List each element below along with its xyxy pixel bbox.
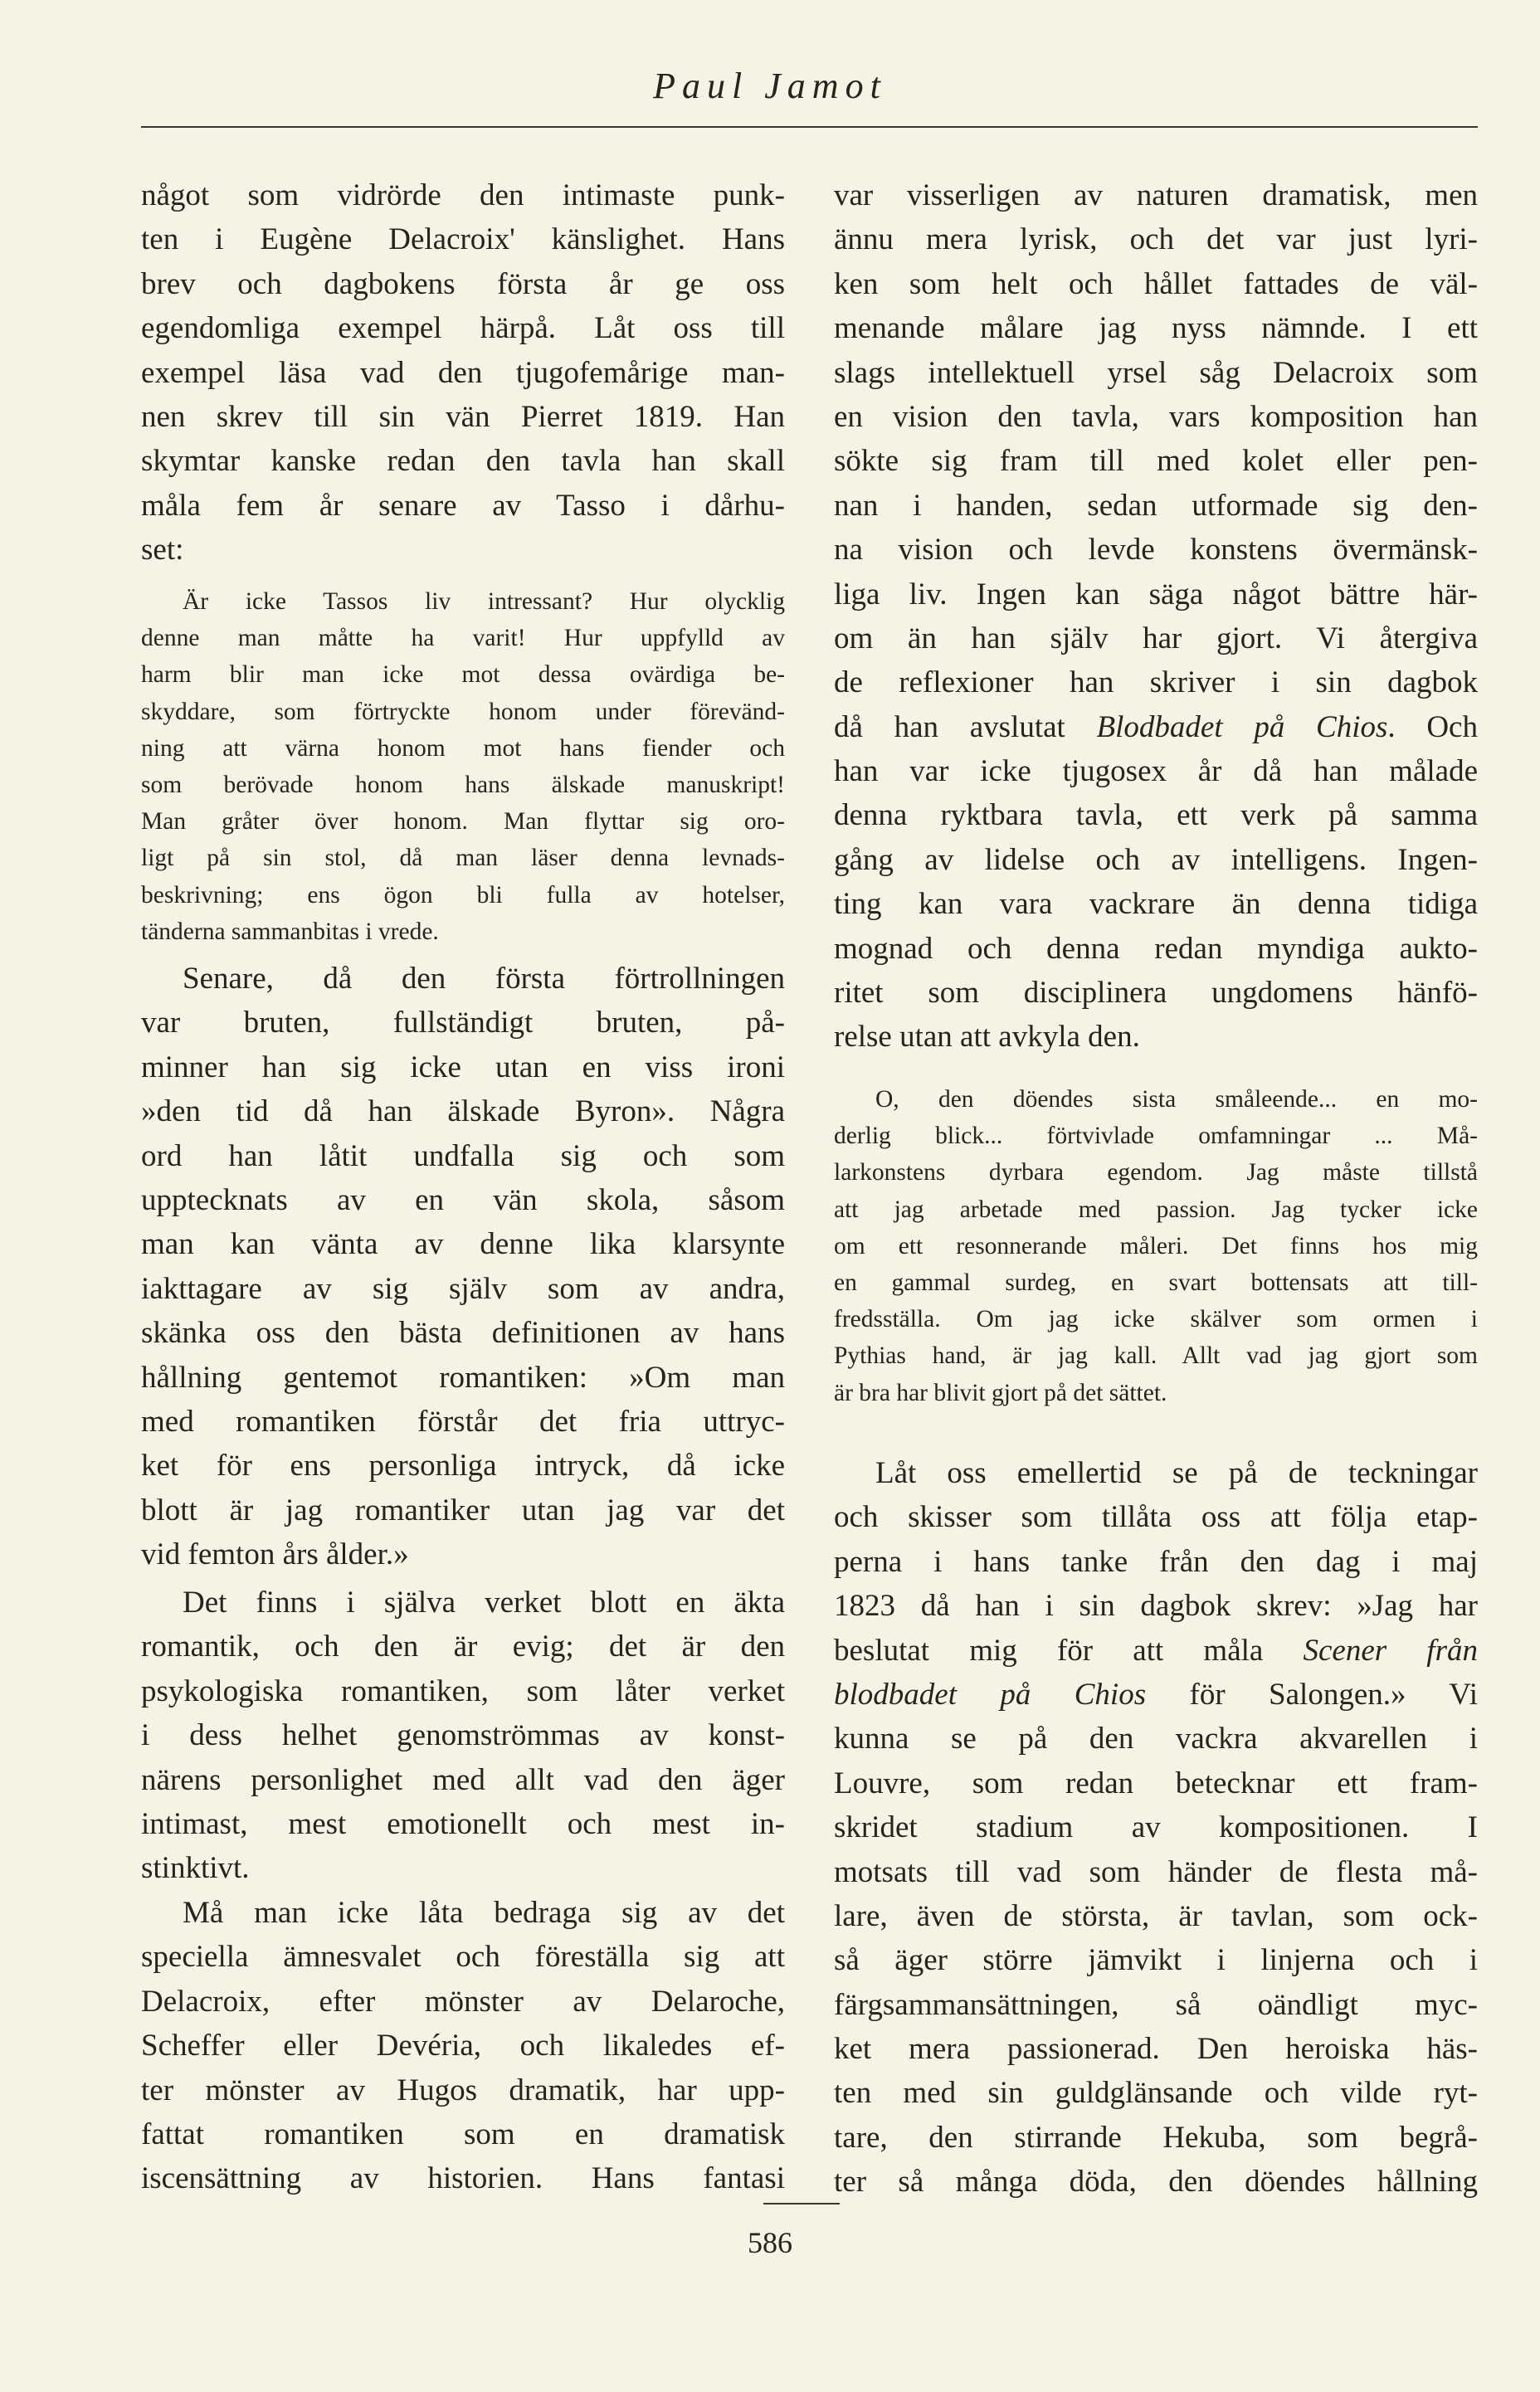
text-line: och skisser som tillåta oss att följa etap- [834,1500,1478,1535]
text-line: ord han låtit undfalla sig och som [141,1138,785,1173]
block-quote [834,1081,1478,1411]
text-line: Pythias hand, är jag kall. Allt vad jag gjort som [834,1342,1478,1370]
page-number: 586 [748,2226,792,2259]
text-line: de reflexioner han skriver i sin dagbok [834,665,1478,700]
text-line: något som vidrörde den intimaste punk- [141,178,785,212]
text-line: ter mönster av Hugos dramatik, har upp- [141,2073,785,2107]
text-line: iakttagare av sig själv som av andra, [141,1271,785,1306]
text-line: ket mera passionerad. Den heroiska häs- [834,2032,1478,2067]
text-line: som berövade honom hans älskade manuskript! [141,771,785,798]
text-line: Låt oss emellertid se på de teckningar [875,1456,1478,1490]
text-line: en gammal surdeg, en svart bottensats att till- [834,1269,1478,1296]
text-line: ken som helt och hållet fattades de väl- [834,266,1478,301]
text-line: stinktivt. [141,1851,250,1886]
text-line: Delacroix, efter mönster av Delaroche, [141,1984,785,2019]
text-line: skänka oss den bästa definitionen av hans [141,1316,785,1351]
page-number-rule [763,2203,840,2204]
text-line: exempel läsa vad den tjugofemårige man- [141,355,785,390]
text-line: set: [141,533,184,568]
text-line: ting kan vara vackrare än denna tidiga [834,887,1478,922]
text-line: harm blir man icke mot dessa ovärdiga be- [141,661,785,689]
text-line: brev och dagbokens första år ge oss [141,266,785,301]
text-line: derlig blick... förtvivlade omfamningar ... Må- [834,1123,1478,1150]
text-line: fattat romantiken som en dramatisk [141,2117,785,2151]
text-line: Louvre, som redan betecknar ett fram- [834,1766,1478,1800]
text-line: i dess helhet genomströmmas av konst- [141,1718,785,1753]
text-line: om än han själv har gjort. Vi återgiva [834,621,1478,655]
text-line: liga liv. Ingen kan säga något bättre här- [834,577,1478,611]
header-rule [141,126,1478,128]
text-line: romantik, och den är evig; det är den [141,1630,785,1664]
text-line: Scheffer eller Devéria, och likaledes ef- [141,2029,785,2063]
italic-title: Scener från [1303,1633,1478,1668]
text-line: minner han sig icke utan en viss ironi [141,1050,785,1084]
text-line: var bruten, fullständigt bruten, på- [141,1006,785,1040]
text-line: denne man måtte ha varit! Hur uppfylld av [141,625,785,652]
text-line: mognad och denna redan myndiga aukto- [834,931,1478,966]
text-line: med romantiken förstår det fria uttryc- [141,1404,785,1439]
paragraph [141,173,785,572]
text-line: na vision och levde konstens övermänsk- [834,533,1478,568]
text-line: Må man icke låta bedraga sig av det [183,1896,785,1930]
text-line: fredsställa. Om jag icke skälver som ormen i [834,1306,1478,1333]
text-line: larkonstens dyrbara egendom. Jag måste tillstå [834,1159,1478,1186]
text-line: egendomliga exempel härpå. Låt oss till [141,311,785,346]
text-line: Är icke Tassos liv intressant? Hur olycklig [183,588,785,615]
running-title: Paul Jamot [653,66,887,106]
text-line: O, den döendes sista småleende... en mo- [875,1086,1478,1113]
text-line: »den tid då han älskade Byron». Några [141,1094,785,1129]
text-line: slags intellektuell yrsel såg Delacroix som [834,355,1478,390]
text-line: sökte sig fram till med kolet eller pen- [834,444,1478,479]
text-line: Man gråter över honom. Man flyttar sig oro- [141,808,785,835]
text-line: iscensättning av historien. Hans fantasi [141,2161,785,2196]
text-line: kunna se på den vackra akvarellen i [834,1722,1478,1756]
paragraph [834,173,1478,1060]
text-line: lare, även de största, är tavlan, som ock- [834,1898,1478,1933]
text-line: om ett resonnerande måleri. Det finns hos mig [834,1232,1478,1259]
text-line: färgsammansättningen, så oändligt myc- [834,1987,1478,2022]
text-line: ännu mera lyrisk, och det var just lyri- [834,222,1478,257]
text-line: närens personlighet med allt vad den äger [141,1762,785,1797]
text-line: ning att värna honom mot hans fiender och [141,734,785,762]
text-line: hållning gentemot romantiken: »Om man [141,1360,785,1395]
text-line: ritet som disciplinera ungdomens hänfö- [834,976,1478,1011]
text-line: ten med sin guldglänsande och vilde ryt- [834,2076,1478,2111]
text-line: relse utan att avkyla den. [834,1020,1140,1055]
text-line: är bra har blivit gjort på det sättet. [834,1379,1167,1406]
text-line: måla fem år senare av Tasso i dårhu- [141,488,785,523]
text-line: en vision den tavla, vars komposition han [834,399,1478,434]
text-segment: då han avslutat [834,709,1097,744]
text-line: Senare, då den första förtrollningen [183,962,785,996]
text-line: intimast, mest emotionellt och mest in- [141,1806,785,1841]
text-line: ter så många döda, den döendes hållning [834,2165,1478,2200]
text-line: skymtar kanske redan den tavla han skall [141,444,785,479]
text-line: vid femton års ålder.» [141,1537,409,1572]
text-line [834,1673,1478,1717]
block-quote [141,583,785,950]
text-line: tare, den stirrande Hekuba, som begrå- [834,2120,1478,2155]
text-line: ket för ens personliga intryck, då icke [141,1449,785,1483]
text-line: Det finns i själva verket blott en äkta [183,1586,785,1620]
text-line: denna ryktbara tavla, ett verk på samma [834,798,1478,833]
italic-title: Blodbadet på Chios [1096,709,1388,744]
paragraph [141,1581,785,1891]
text-line: att jag arbetade med passion. Jag tycker icke [834,1196,1478,1223]
text-line [834,1629,1478,1673]
text-line: blott är jag romantiker utan jag var det [141,1493,785,1527]
text-line: han var icke tjugosex år då han målade [834,754,1478,789]
text-line: skridet stadium av kompositionen. I [834,1810,1478,1845]
text-line: ligt på sin stol, då man läser denna levnads- [141,845,785,872]
text-line: motsats till vad som händer de flesta må- [834,1854,1478,1889]
italic-title: blodbadet på Chios [834,1677,1147,1712]
text-line: 1823 då han i sin dagbok skrev: »Jag har [834,1589,1478,1624]
paragraph [834,1451,1478,2204]
text-line: psykologiska romantiken, som låter verket [141,1673,785,1708]
paragraph [141,957,785,1576]
text-line: menande målare jag nyss nämnde. I ett [834,311,1478,346]
text-line: perna i hans tanke från den dag i maj [834,1544,1478,1579]
text-line: ten i Eugène Delacroix' känslighet. Hans [141,222,785,257]
text-line: tänderna sammanbitas i vrede. [141,918,439,945]
text-segment: beslutat mig för att måla [834,1633,1304,1668]
text-segment: . Och [1387,709,1478,744]
text-line: så äger större jämvikt i linjerna och i [834,1943,1478,1978]
text-line: beskrivning; ens ögon bli fulla av hotelser, [141,881,785,909]
text-line: nen skrev till sin vän Pierret 1819. Han [141,399,785,434]
text-line: speciella ämnesvalet och föreställa sig att [141,1940,785,1975]
text-line: man kan vänta av denne lika klarsynte [141,1227,785,1262]
text-line: var visserligen av naturen dramatisk, men [834,178,1478,212]
paragraph [141,1891,785,2201]
text-segment: för Salongen.» Vi [1146,1677,1478,1712]
text-line: upptecknats av en vän skola, såsom [141,1182,785,1217]
text-line: gång av lidelse och av intelligens. Ingen- [834,842,1478,877]
text-line: nan i handen, sedan utformade sig den- [834,488,1478,523]
text-line: skyddare, som förtryckte honom under förevänd- [141,698,785,725]
text-line [834,705,1478,749]
